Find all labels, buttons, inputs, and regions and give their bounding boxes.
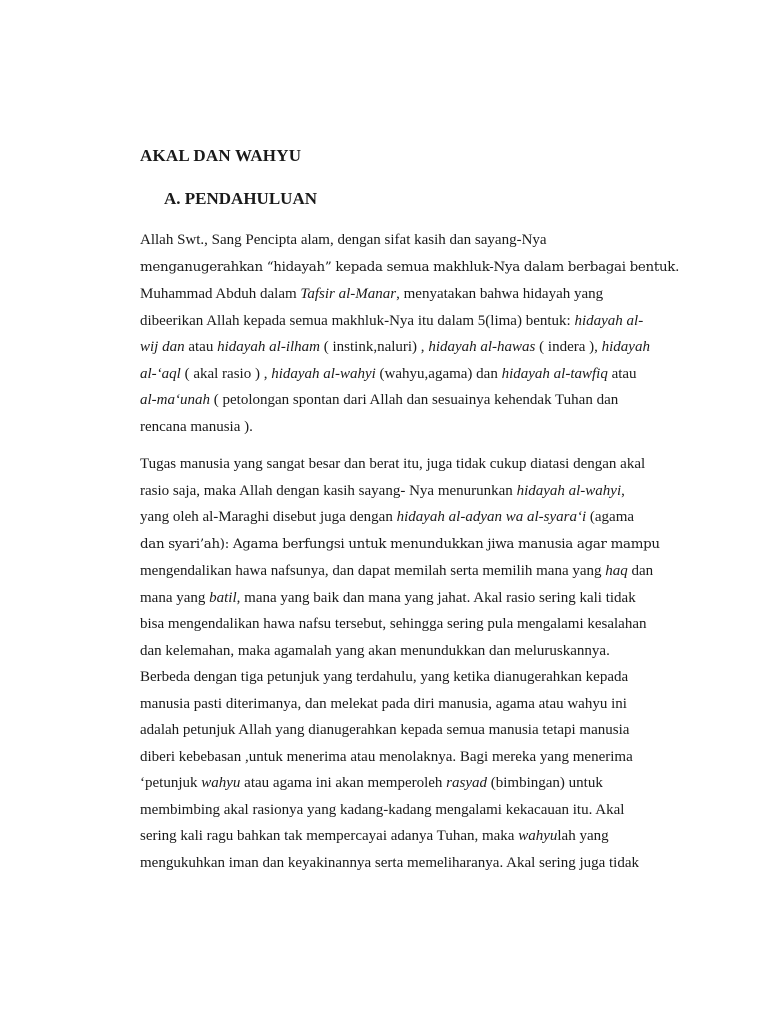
text-run: rencana manusia ).: [140, 418, 253, 435]
text-run: lah yang: [557, 828, 609, 844]
text-run: diberi kebebasan ,untuk menerima atau menolaknya. Bagi mereka yang menerima: [140, 748, 633, 765]
text-line: [140, 611, 660, 638]
paragraph-introduction: [140, 227, 680, 440]
italic-term: al-ma‘unah: [140, 392, 210, 408]
text-line: [140, 414, 660, 441]
text-run: ( instink,naluri) ,: [319, 339, 429, 355]
text-run: menganugerahkan “hidayah” kepada semua makhluk-Nya dalam berbagai bentuk.: [140, 259, 680, 275]
text-run: ( akal rasio ) ,: [180, 365, 272, 382]
text-run: Muhammad Abduh dalam: [140, 286, 301, 302]
text-line: [140, 387, 660, 414]
italic-term: hidayah al-tawfiq: [501, 365, 608, 382]
document-title: AKAL DAN WAHYU: [140, 146, 302, 165]
text-run: dan syari’ah):: [140, 536, 233, 552]
text-line: [140, 504, 660, 531]
italic-term: hidayah al-ilham: [217, 339, 320, 355]
text-run: , mana yang baik dan mana yang jahat. Akal rasio sering kali tidak: [236, 589, 636, 606]
text-run: mengendalikan hawa nafsunya, dan dapat memilah serta memilih mana yang: [140, 563, 606, 579]
text-line: [140, 823, 660, 850]
text-line: [140, 334, 660, 361]
italic-term: rasyad: [446, 775, 488, 791]
text-run: , menyatakan bahwa hidayah yang: [396, 286, 604, 302]
text-line: [140, 478, 660, 505]
text-run: yang oleh al-Maraghi disebut juga dengan: [140, 509, 397, 525]
italic-term: hidayah al-: [574, 312, 644, 329]
italic-term: wij dan: [140, 339, 185, 355]
text-run: atau: [607, 365, 637, 382]
text-line: [140, 558, 660, 585]
text-run: mengukuhkan iman dan keyakinannya serta memeliharanya. Akal sering juga tidak: [140, 854, 640, 871]
text-line: [140, 361, 660, 388]
text-line: [140, 308, 660, 335]
text-line: [140, 797, 660, 824]
text-run: (agama: [586, 509, 635, 525]
text-line: [140, 850, 660, 877]
text-run: adalah petunjuk Allah yang dianugerahkan kepada semua manusia tetapi manusia: [140, 722, 630, 738]
text-run: (wahyu,agama) dan: [375, 365, 502, 382]
text-run: ‘petunjuk: [140, 775, 202, 791]
section-heading: A. PENDAHULUAN: [164, 189, 317, 208]
text-line: [140, 717, 660, 744]
text-run: ( indera ),: [535, 339, 602, 355]
italic-term: wahyu: [518, 828, 558, 844]
text-run: ,: [621, 482, 625, 499]
text-run: membimbing akal rasionya yang kadang-kadang mengalami kekacauan itu. Akal: [140, 801, 625, 818]
italic-term: hidayah al-wahyi: [516, 482, 622, 499]
text-run: sering kali ragu bahkan tak mempercayai adanya Tuhan, maka: [140, 828, 519, 844]
italic-term: haq: [605, 563, 628, 579]
text-run: Berbeda dengan tiga petunjuk yang terdahulu, yang ketika dianugerahkan kepada: [140, 669, 629, 685]
text-run: bisa mengendalikan hawa nafsu tersebut, sehingga sering pula mengalami kesalahan: [140, 616, 647, 632]
text-run: ( petolongan spontan dari Allah dan sesuainya kehendak Tuhan dan: [210, 392, 619, 408]
text-line: [140, 254, 680, 282]
text-line: [140, 770, 660, 797]
text-run: atau: [184, 339, 218, 355]
text-run: Agama berfungsi untuk menundukkan jiwa manusia agar mampu: [232, 536, 660, 552]
text-line: [140, 281, 660, 308]
text-run: dan: [627, 563, 654, 579]
italic-term: hidayah al-wahyi: [271, 365, 376, 382]
text-run: atau agama ini akan memperoleh: [240, 775, 447, 791]
italic-term: wahyu: [201, 775, 241, 791]
italic-term: Tafsir al-Manar: [300, 286, 397, 302]
text-line: [140, 664, 660, 691]
text-run: mana yang: [140, 589, 210, 606]
text-run: rasio saja, maka Allah dengan kasih sayang- Nya menurunkan: [140, 482, 517, 499]
text-run: dan kelemahan, maka agamalah yang akan menundukkan dan meluruskannya.: [140, 642, 610, 659]
paragraph-body: [140, 451, 660, 876]
text-line: [140, 585, 660, 612]
text-run: dibeerikan Allah kepada semua makhluk-Nya itu dalam 5(lima) bentuk:: [140, 312, 575, 329]
italic-term: hidayah al-adyan wa al-syara‘i: [396, 509, 587, 525]
text-line: [140, 744, 660, 771]
text-run: (bimbingan) untuk: [487, 775, 603, 791]
text-run: Allah Swt., Sang Pencipta alam, dengan sifat kasih dan sayang-Nya: [140, 232, 547, 248]
text-line: [140, 691, 660, 718]
text-line: [140, 531, 660, 559]
italic-term: batil: [209, 589, 237, 606]
italic-term: al-‘aql: [140, 365, 181, 382]
italic-term: hidayah: [601, 339, 650, 355]
text-line: [140, 451, 660, 478]
text-run: Tugas manusia yang sangat besar dan berat itu, juga tidak cukup diatasi dengan akal: [140, 456, 646, 472]
text-run: manusia pasti diterimanya, dan melekat pada diri manusia, agama atau wahyu ini: [140, 695, 627, 712]
text-line: [140, 227, 660, 254]
text-line: [140, 638, 660, 665]
italic-term: hidayah al-hawas: [428, 339, 536, 355]
